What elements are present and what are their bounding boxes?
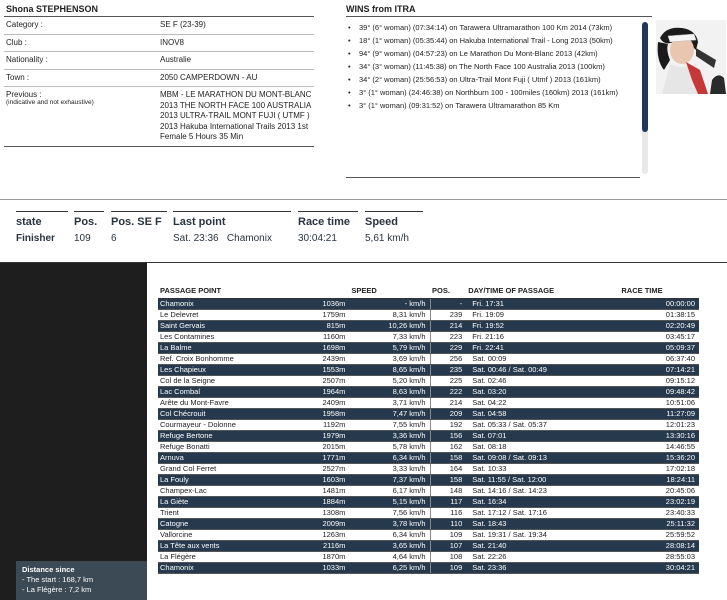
passage-race-time: 11:27:09 <box>619 409 699 420</box>
passage-point-name: Chamonix <box>158 563 277 574</box>
passage-point-name: Catogne <box>158 519 277 530</box>
passage-point-name: Les Chapieux <box>158 365 277 376</box>
table-row[interactable] <box>158 497 699 508</box>
header-speed: SPEED <box>349 284 430 299</box>
wins-divider <box>346 177 640 178</box>
passage-position: 117 <box>430 497 466 508</box>
athlete-name: Shona STEPHENSON <box>4 2 314 17</box>
passage-point-name: Refuge Bonatti <box>158 442 277 453</box>
passage-day-time: Sat. 04:58 <box>466 409 619 420</box>
passage-position: 162 <box>430 442 466 453</box>
wins-scrollbar[interactable] <box>642 22 648 174</box>
passage-position: 158 <box>430 475 466 486</box>
table-row[interactable] <box>158 453 699 464</box>
athlete-info-row <box>4 35 314 53</box>
athlete-photo <box>656 20 726 94</box>
passage-position: 148 <box>430 486 466 497</box>
passage-position: 229 <box>430 343 466 354</box>
table-row[interactable] <box>158 332 699 343</box>
passage-race-time: 25:59:52 <box>619 530 699 541</box>
status-pos-category <box>111 211 167 244</box>
athlete-info-value: SE F (23-39) <box>160 20 206 29</box>
passage-point-altitude: 815m <box>277 321 350 332</box>
table-row[interactable] <box>158 409 699 420</box>
passage-day-time: Sat. 23:36 <box>466 563 619 574</box>
previous-label <box>4 87 160 109</box>
table-row[interactable] <box>158 376 699 387</box>
passage-race-time: 07:14:21 <box>619 365 699 376</box>
passage-speed: 10,26 km/h <box>349 321 430 332</box>
passage-race-time: 15:36:20 <box>619 453 699 464</box>
speed-label: Speed <box>365 211 423 231</box>
race-time-value: 30:04:21 <box>298 233 337 244</box>
passage-day-time: Fri. 22:41 <box>466 343 619 354</box>
passage-speed: 7,37 km/h <box>349 475 430 486</box>
passage-race-time: 18:24:11 <box>619 475 699 486</box>
passage-day-time: Sat. 16:34 <box>466 497 619 508</box>
passage-speed: 3,36 km/h <box>349 431 430 442</box>
distance-flegere: - La Flégère : 7,2 km <box>22 585 92 594</box>
state-value: Finisher <box>16 233 55 244</box>
passage-race-time: 06:37:40 <box>619 354 699 365</box>
header-pos: POS. <box>430 284 466 299</box>
header-day-time: DAY/TIME OF PASSAGE <box>466 284 619 299</box>
athlete-info-label: Town : <box>6 72 30 82</box>
pos-category-label: Pos. SE F <box>111 211 167 231</box>
passage-speed: 3,65 km/h <box>349 541 430 552</box>
passage-point-name: La Giète <box>158 497 277 508</box>
passage-position: 108 <box>430 552 466 563</box>
passage-point-name: Col de la Seigne <box>158 376 277 387</box>
wins-scrollbar-thumb[interactable] <box>642 22 648 132</box>
passage-point-name: Ref. Croix Bonhomme <box>158 354 277 365</box>
distance-title: Distance since <box>22 565 75 574</box>
header-race-time: RACE TIME <box>619 284 699 299</box>
passage-point-altitude: 2527m <box>277 464 350 475</box>
passage-point-altitude: 2116m <box>277 541 350 552</box>
passage-day-time: Sat. 00:09 <box>466 354 619 365</box>
passage-speed: 5,78 km/h <box>349 442 430 453</box>
passage-day-time: Fri. 21:16 <box>466 332 619 343</box>
status-speed <box>365 211 423 244</box>
passage-table <box>158 284 699 574</box>
passage-speed: 5,20 km/h <box>349 376 430 387</box>
table-row[interactable] <box>158 563 699 574</box>
athlete-info-row <box>4 17 314 35</box>
passage-point-altitude: 1884m <box>277 497 350 508</box>
passage-point-altitude: 1308m <box>277 508 350 519</box>
passage-position: 107 <box>430 541 466 552</box>
passage-race-time: 23:40:33 <box>619 508 699 519</box>
athlete-info-label: Category : <box>6 20 43 29</box>
status-race-time <box>298 211 358 244</box>
table-row[interactable] <box>158 420 699 431</box>
table-row[interactable] <box>158 398 699 409</box>
dark-sidebar-strip <box>0 263 147 600</box>
passage-speed: 4,64 km/h <box>349 552 430 563</box>
passage-point-name: La Balme <box>158 343 277 354</box>
passage-position: 209 <box>430 409 466 420</box>
passage-day-time: Fri. 17:31 <box>466 299 619 310</box>
passage-point-name: Grand Col Ferret <box>158 464 277 475</box>
athlete-info-value: Australie <box>160 55 192 64</box>
passage-position: 192 <box>430 420 466 431</box>
win-item: • 39° (6° woman) (07:34:14) on Tarawera Ultramarathon 100 Km 2014 (73km) <box>346 23 640 33</box>
passage-speed: 7,33 km/h <box>349 332 430 343</box>
speed-value: 5,61 km/h <box>365 233 409 244</box>
passage-point-name: Saint Gervais <box>158 321 277 332</box>
passage-position: 239 <box>430 310 466 321</box>
passage-race-time: 00:00:00 <box>619 299 699 310</box>
passage-point-name: Refuge Bertone <box>158 431 277 442</box>
passage-point-altitude: 1481m <box>277 486 350 497</box>
passage-position: 164 <box>430 464 466 475</box>
passage-race-time: 30:04:21 <box>619 563 699 574</box>
passage-speed: 3,69 km/h <box>349 354 430 365</box>
passage-position: 109 <box>430 530 466 541</box>
win-item: • 3° (1° woman) (24:46:38) on Northburn 100 - 100miles (160km) 2013 (161km) <box>346 88 640 98</box>
passage-point-name: Vallorcine <box>158 530 277 541</box>
passage-point-altitude: 2015m <box>277 442 350 453</box>
athlete-info-panel <box>4 2 314 147</box>
status-last-point <box>173 211 291 244</box>
passage-race-time: 10:51:06 <box>619 398 699 409</box>
distance-start: - The start : 168,7 km <box>22 575 94 584</box>
passage-position: 225 <box>430 376 466 387</box>
athlete-info-label: Club : <box>6 37 27 47</box>
athlete-info-value: INOV8 <box>160 37 185 47</box>
passage-point-altitude: 2439m <box>277 354 350 365</box>
table-row[interactable] <box>158 354 699 365</box>
table-row[interactable] <box>158 541 699 552</box>
passage-day-time: Sat. 07:01 <box>466 431 619 442</box>
wins-panel <box>346 2 652 178</box>
passage-position: 110 <box>430 519 466 530</box>
passage-speed: 6,25 km/h <box>349 563 430 574</box>
passage-race-time: 09:15:12 <box>619 376 699 387</box>
passage-day-time: Sat. 02:46 <box>466 376 619 387</box>
passage-speed: 6,17 km/h <box>349 486 430 497</box>
passage-point-altitude: 1553m <box>277 365 350 376</box>
passage-day-time: Sat. 00:46 / Sat. 00:49 <box>466 365 619 376</box>
passage-point-altitude: 1263m <box>277 530 350 541</box>
passage-race-time: 01:38:15 <box>619 310 699 321</box>
passage-day-time: Sat. 17:12 / Sat. 17:16 <box>466 508 619 519</box>
table-row[interactable] <box>158 310 699 321</box>
passage-speed: 7,47 km/h <box>349 409 430 420</box>
table-row[interactable] <box>158 475 699 486</box>
passage-day-time: Sat. 10:33 <box>466 464 619 475</box>
passage-race-time: 02:20:49 <box>619 321 699 332</box>
table-row[interactable] <box>158 442 699 453</box>
passage-day-time: Sat. 08:18 <box>466 442 619 453</box>
win-item: • 34° (2° woman) (25:56:53) on Ultra-Trail Mont Fuji ( Utmf ) 2013 (161km) <box>346 75 640 85</box>
race-time-label: Race time <box>298 211 358 231</box>
passage-race-time: 13:30:16 <box>619 431 699 442</box>
passage-speed: 5,15 km/h <box>349 497 430 508</box>
table-row[interactable] <box>158 387 699 398</box>
passage-position: 156 <box>430 431 466 442</box>
passage-day-time: Sat. 18:43 <box>466 519 619 530</box>
table-row[interactable] <box>158 299 699 310</box>
passage-speed: 3,78 km/h <box>349 519 430 530</box>
pos-value: 109 <box>74 233 91 244</box>
last-point-label: Last point <box>173 211 291 231</box>
passage-point-name: Courmayeur - Dolonne <box>158 420 277 431</box>
passage-speed: 8,63 km/h <box>349 387 430 398</box>
passage-day-time: Fri. 19:52 <box>466 321 619 332</box>
passage-point-altitude: 1870m <box>277 552 350 563</box>
table-row[interactable] <box>158 343 699 354</box>
table-row[interactable] <box>158 486 699 497</box>
passage-race-time: 28:08:14 <box>619 541 699 552</box>
passage-point-name: Lac Combal <box>158 387 277 398</box>
table-row[interactable] <box>158 431 699 442</box>
win-item: • 3° (1° woman) (09:31:52) on Tarawera Ultramarathon 85 Km <box>346 101 640 111</box>
passage-point-altitude: 1033m <box>277 563 350 574</box>
passage-point-altitude: 1759m <box>277 310 350 321</box>
section-divider <box>0 199 727 200</box>
pos-label: Pos. <box>74 211 104 231</box>
athlete-info-row <box>4 70 314 88</box>
passage-speed: 6,34 km/h <box>349 453 430 464</box>
passage-point-altitude: 1979m <box>277 431 350 442</box>
athlete-info-label: Nationality : <box>6 55 48 64</box>
passage-point-altitude: 1192m <box>277 420 350 431</box>
win-item: • 34° (3° woman) (11:45:38) on The North Face 100 Australia 2013 (100km) <box>346 62 640 72</box>
passage-day-time: Sat. 09:08 / Sat. 09:13 <box>466 453 619 464</box>
passage-day-time: Sat. 05:33 / Sat. 05:37 <box>466 420 619 431</box>
athlete-info-value: 2050 CAMPERDOWN - AU <box>160 72 258 82</box>
passage-point-name: La Fouly <box>158 475 277 486</box>
passage-race-time: 28:55:03 <box>619 552 699 563</box>
passage-position: 214 <box>430 321 466 332</box>
passage-point-altitude: 1964m <box>277 387 350 398</box>
passage-speed: 5,79 km/h <box>349 343 430 354</box>
passage-point-altitude: 2409m <box>277 398 350 409</box>
passage-speed: 8,65 km/h <box>349 365 430 376</box>
passage-day-time: Sat. 03:20 <box>466 387 619 398</box>
passage-point-altitude: 2507m <box>277 376 350 387</box>
distance-since-box <box>16 561 147 600</box>
passage-race-time: 23:02:19 <box>619 497 699 508</box>
status-state <box>16 211 68 244</box>
passage-point-altitude: 1771m <box>277 453 350 464</box>
last-point-value: Sat. 23:36 Chamonix <box>173 233 272 244</box>
status-pos <box>74 211 104 244</box>
state-label: state <box>16 211 68 231</box>
passage-point-name: Col Chécrouit <box>158 409 277 420</box>
table-row[interactable] <box>158 519 699 530</box>
passage-point-altitude: 1036m <box>277 299 350 310</box>
previous-label-text: Previous : <box>6 90 42 99</box>
passage-point-name: Trient <box>158 508 277 519</box>
passage-point-name: Les Contamines <box>158 332 277 343</box>
race-status-bar <box>0 205 727 262</box>
header-passage-point: PASSAGE POINT <box>158 284 349 299</box>
previous-value: MBM - LE MARATHON DU MONT-BLANC 2013 THE NORTH FACE 100 AUSTRALIA 2013 ULTRA-TRAIL MONT FUJI ( UTMF ) 2013 Hakuba International Trails 2013 1st Female 5 Hours 35 Min <box>160 90 312 141</box>
passage-speed: 8,31 km/h <box>349 310 430 321</box>
passage-race-time: 03:45:17 <box>619 332 699 343</box>
passage-position: 158 <box>430 453 466 464</box>
athlete-info-row <box>4 52 314 70</box>
passage-race-time: 05:09:37 <box>619 343 699 354</box>
passage-speed: 6,34 km/h <box>349 530 430 541</box>
passage-point-name: La Flégère <box>158 552 277 563</box>
passage-point-altitude: 2009m <box>277 519 350 530</box>
passage-point-altitude: 1698m <box>277 343 350 354</box>
passage-race-time: 25:11:32 <box>619 519 699 530</box>
passage-point-altitude: 1603m <box>277 475 350 486</box>
passage-position: 222 <box>430 387 466 398</box>
passage-point-name: Arnuva <box>158 453 277 464</box>
passage-race-time: 20:45:06 <box>619 486 699 497</box>
passage-day-time: Sat. 22:26 <box>466 552 619 563</box>
passage-race-time: 14:46:55 <box>619 442 699 453</box>
passage-point-altitude: 1160m <box>277 332 350 343</box>
passage-position: 235 <box>430 365 466 376</box>
passage-point-name: La Tête aux vents <box>158 541 277 552</box>
passage-position: 116 <box>430 508 466 519</box>
passage-day-time: Fri. 19:09 <box>466 310 619 321</box>
passage-day-time: Sat. 19:31 / Sat. 19:34 <box>466 530 619 541</box>
table-row[interactable] <box>158 365 699 376</box>
passage-day-time: Sat. 14:16 / Sat. 14:23 <box>466 486 619 497</box>
wins-list[interactable] <box>346 19 640 178</box>
passage-speed: 7,55 km/h <box>349 420 430 431</box>
passage-position: - <box>430 299 466 310</box>
win-item: • 94° (9° woman) (04:57:23) on Le Marathon Du Mont-Blanc 2013 (42km) <box>346 49 640 59</box>
previous-races-row <box>4 87 314 147</box>
passage-point-name: Champex-Lac <box>158 486 277 497</box>
pos-category-value: 6 <box>111 233 117 244</box>
passage-day-time: Sat. 11:55 / Sat. 12:00 <box>466 475 619 486</box>
table-header-row <box>158 284 699 299</box>
passage-day-time: Sat. 21:40 <box>466 541 619 552</box>
passage-position: 223 <box>430 332 466 343</box>
passage-position: 214 <box>430 398 466 409</box>
passage-race-time: 17:02:18 <box>619 464 699 475</box>
win-item: • 18° (1° woman) (05:35:44) on Hakuba International Trail - Long 2013 (50km) <box>346 36 640 46</box>
passage-race-time: 12:01:23 <box>619 420 699 431</box>
passage-point-name: Arête du Mont-Favre <box>158 398 277 409</box>
passage-race-time: 09:48:42 <box>619 387 699 398</box>
passage-point-altitude: 1958m <box>277 409 350 420</box>
passage-position: 109 <box>430 563 466 574</box>
table-row[interactable] <box>158 530 699 541</box>
passage-speed: 3,71 km/h <box>349 398 430 409</box>
table-row[interactable] <box>158 508 699 519</box>
passage-speed: - km/h <box>349 299 430 310</box>
wins-title: WINS from ITRA <box>346 2 652 17</box>
table-row[interactable] <box>158 464 699 475</box>
previous-note: (indicative and not exhaustive) <box>6 99 94 106</box>
passage-point-name: Le Delevret <box>158 310 277 321</box>
passage-point-name: Chamonix <box>158 299 277 310</box>
passage-day-time: Sat. 04:22 <box>466 398 619 409</box>
passage-speed: 7,56 km/h <box>349 508 430 519</box>
passage-speed: 3,33 km/h <box>349 464 430 475</box>
table-row[interactable] <box>158 552 699 563</box>
table-row[interactable] <box>158 321 699 332</box>
passage-position: 256 <box>430 354 466 365</box>
